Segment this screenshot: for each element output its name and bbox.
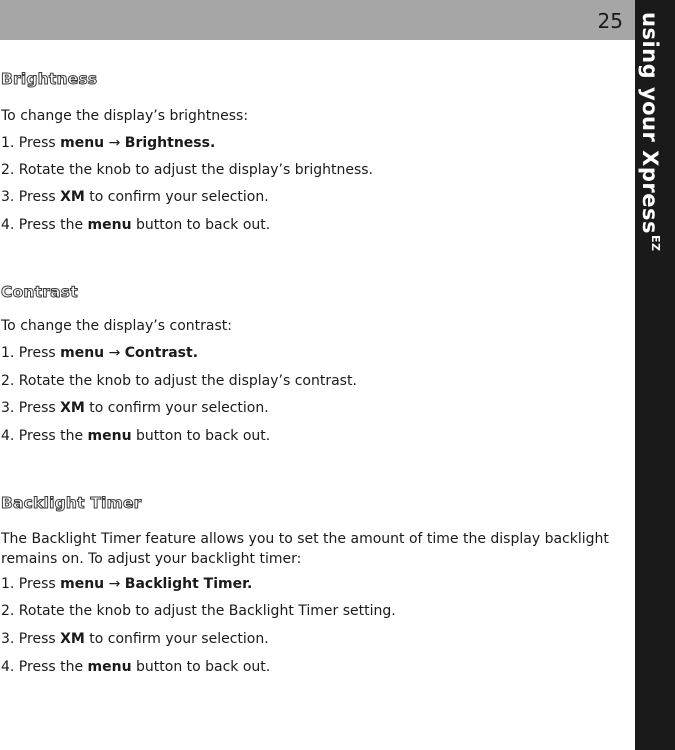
backlight-step-3 [1, 631, 269, 647]
menu-keyword: menu [60, 135, 105, 151]
contrast-step-1 [1, 345, 198, 361]
xm-keyword: XM [60, 400, 85, 416]
arrow-right-icon: → [108, 576, 121, 592]
contrast-intro: To change the display’s contrast: [1, 318, 232, 334]
side-tab-title-text: using your Xpress [638, 12, 662, 234]
side-tab-superscript: EZ [649, 235, 662, 252]
arrow-right-icon: → [108, 135, 121, 151]
side-tab-title [630, 12, 675, 252]
page-number: 25 [597, 9, 623, 33]
section-heading-contrast: Contrast [1, 283, 78, 301]
section-heading-backlight-timer: Backlight Timer [1, 494, 142, 512]
xm-keyword: XM [60, 631, 85, 647]
brightness-step-1 [1, 135, 215, 151]
menu-keyword: menu [87, 428, 132, 444]
step-text: 3. Press [1, 631, 61, 647]
section-heading-brightness: Brightness [1, 70, 98, 88]
side-tab [635, 0, 675, 750]
menu-option: Backlight Timer. [124, 576, 253, 592]
step-text: 3. Press [1, 400, 61, 416]
brightness-step-3 [1, 189, 269, 205]
step-text: 3. Press [1, 189, 61, 205]
menu-option: Brightness. [124, 135, 216, 151]
step-text: button to back out. [131, 428, 271, 444]
contrast-step-4 [1, 428, 270, 444]
xm-keyword: XM [60, 189, 85, 205]
step-text: 4. Press the [1, 659, 88, 675]
backlight-step-4 [1, 659, 270, 675]
menu-keyword: menu [87, 659, 132, 675]
step-text: 1. Press [1, 135, 61, 151]
step-text: to confirm your selection. [84, 189, 269, 205]
step-text: 4. Press the [1, 217, 88, 233]
backlight-intro: The Backlight Timer feature allows you to set the amount of time the display backlight remains on. To adjust your backlight timer: [1, 531, 609, 567]
step-text: to confirm your selection. [84, 400, 269, 416]
step-text: button to back out. [131, 659, 271, 675]
brightness-step-4 [1, 217, 270, 233]
brightness-intro: To change the display’s brightness: [1, 108, 249, 124]
brightness-step-2: 2. Rotate the knob to adjust the display’s brightness. [1, 162, 374, 178]
step-text: 1. Press [1, 345, 61, 361]
contrast-step-3 [1, 400, 269, 416]
backlight-step-1 [1, 576, 252, 592]
menu-keyword: menu [87, 217, 132, 233]
contrast-step-2: 2. Rotate the knob to adjust the display’s contrast. [1, 373, 357, 389]
arrow-right-icon: → [108, 345, 121, 361]
backlight-step-2: 2. Rotate the knob to adjust the Backlight Timer setting. [1, 603, 396, 619]
step-text: button to back out. [131, 217, 271, 233]
menu-option: Contrast. [124, 345, 199, 361]
menu-keyword: menu [60, 345, 105, 361]
step-text: to confirm your selection. [84, 631, 269, 647]
step-text: 1. Press [1, 576, 61, 592]
step-text: 4. Press the [1, 428, 88, 444]
header-bar [0, 0, 635, 40]
menu-keyword: menu [60, 576, 105, 592]
